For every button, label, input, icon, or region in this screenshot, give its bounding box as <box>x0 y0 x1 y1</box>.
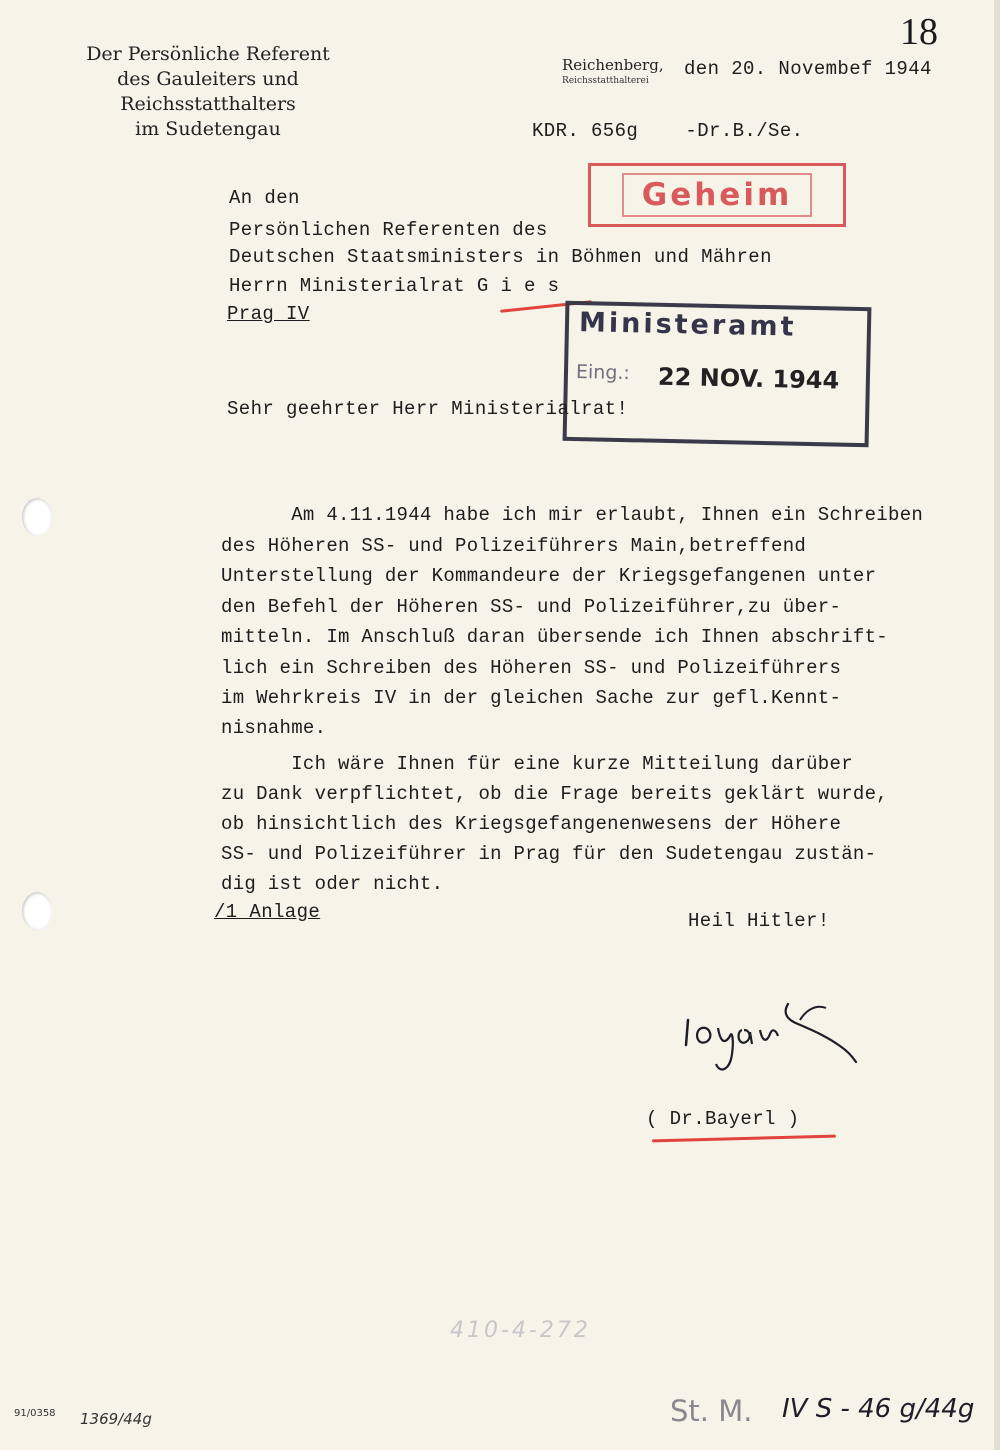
letterhead <box>28 42 388 142</box>
body-line-3: Unterstellung der Kommandeure der Kriegsgefangenen unter <box>221 565 877 587</box>
red-pencil-underline <box>652 1135 836 1143</box>
handwritten-file-number: 1369/44g <box>80 1410 152 1428</box>
page-number: 18 <box>900 11 938 53</box>
signatory-name: ( Dr.Bayerl ) <box>646 1108 800 1130</box>
body-line-7: im Wehrkreis IV in der gleichen Sache zur gefl.Kennt- <box>221 687 842 709</box>
body-line-4: den Befehl der Höheren SS- und Polizeiführer,zu über- <box>221 596 842 618</box>
place-name: Reichenberg, <box>562 56 664 74</box>
handwritten-filing-number: IV S - 46 g/44g <box>782 1394 975 1424</box>
secret-stamp-text: Geheim <box>622 173 813 217</box>
received-stamp <box>563 301 872 447</box>
body-line-5: mitteln. Im Anschluß daran übersende ich Ihnen abschrift- <box>221 626 889 648</box>
letter-date: den 20. Novembef 1944 <box>684 58 932 80</box>
body-line-9: Ich wäre Ihnen für eine kurze Mitteilung darüber <box>221 753 853 775</box>
place-subtitle: Reichsstatthalterei <box>562 76 649 86</box>
address-line-1: An den <box>229 187 300 209</box>
body-line-6: lich ein Schreiben des Höheren SS- und Polizeiführers <box>221 657 842 679</box>
reference-number: KDR. 656g -Dr.B./Se. <box>532 120 804 142</box>
enclosure-note: /1 Anlage <box>214 901 321 923</box>
address-line-4: Herrn Ministerialrat G i e s <box>229 275 560 297</box>
faded-archive-mark: 410-4-272 <box>450 1318 591 1343</box>
letterhead-line-3: im Sudetengau <box>135 118 281 140</box>
punch-hole-top <box>22 498 52 536</box>
body-line-1: Am 4.11.1944 habe ich mir erlaubt, Ihnen ein Schreiben <box>221 504 924 526</box>
body-line-12: SS- und Polizeiführer in Prag für den Sudetengau zustän- <box>221 843 877 865</box>
letterhead-line-1: Der Persönliche Referent <box>86 43 330 65</box>
body-line-10: zu Dank verpflichtet, ob die Frage bereits geklärt wurde, <box>221 783 889 805</box>
address-line-2: Persönlichen Referenten des <box>229 219 548 241</box>
handwritten-signature <box>676 990 876 1080</box>
received-stamp-label: Eing.: <box>575 361 631 385</box>
letterhead-line-2: des Gauleiters und Reichsstatthalters <box>117 68 299 115</box>
body-line-11: ob hinsichtlich des Kriegsgefangenenwesens der Höhere <box>221 813 842 835</box>
closing: Heil Hitler! <box>688 910 830 932</box>
address-city: Prag IV <box>227 303 310 325</box>
body-line-13: dig ist oder nicht. <box>221 873 444 895</box>
salutation: Sehr geehrter Herr Ministerialrat! <box>227 398 629 420</box>
archive-code: 91/0358 <box>14 1408 56 1419</box>
secret-stamp <box>588 163 846 227</box>
punch-hole-bottom <box>22 892 52 930</box>
ministry-stamp: St. M. <box>670 1394 753 1428</box>
received-stamp-title: Ministeramt <box>578 307 797 343</box>
body-line-2: des Höheren SS- und Polizeiführers Main,betreffend <box>221 535 807 557</box>
address-line-3: Deutschen Staatsministers in Böhmen und Mähren <box>229 246 772 268</box>
received-stamp-date: 22 NOV. 1944 <box>657 362 840 395</box>
body-line-8: nisnahme. <box>221 717 327 739</box>
